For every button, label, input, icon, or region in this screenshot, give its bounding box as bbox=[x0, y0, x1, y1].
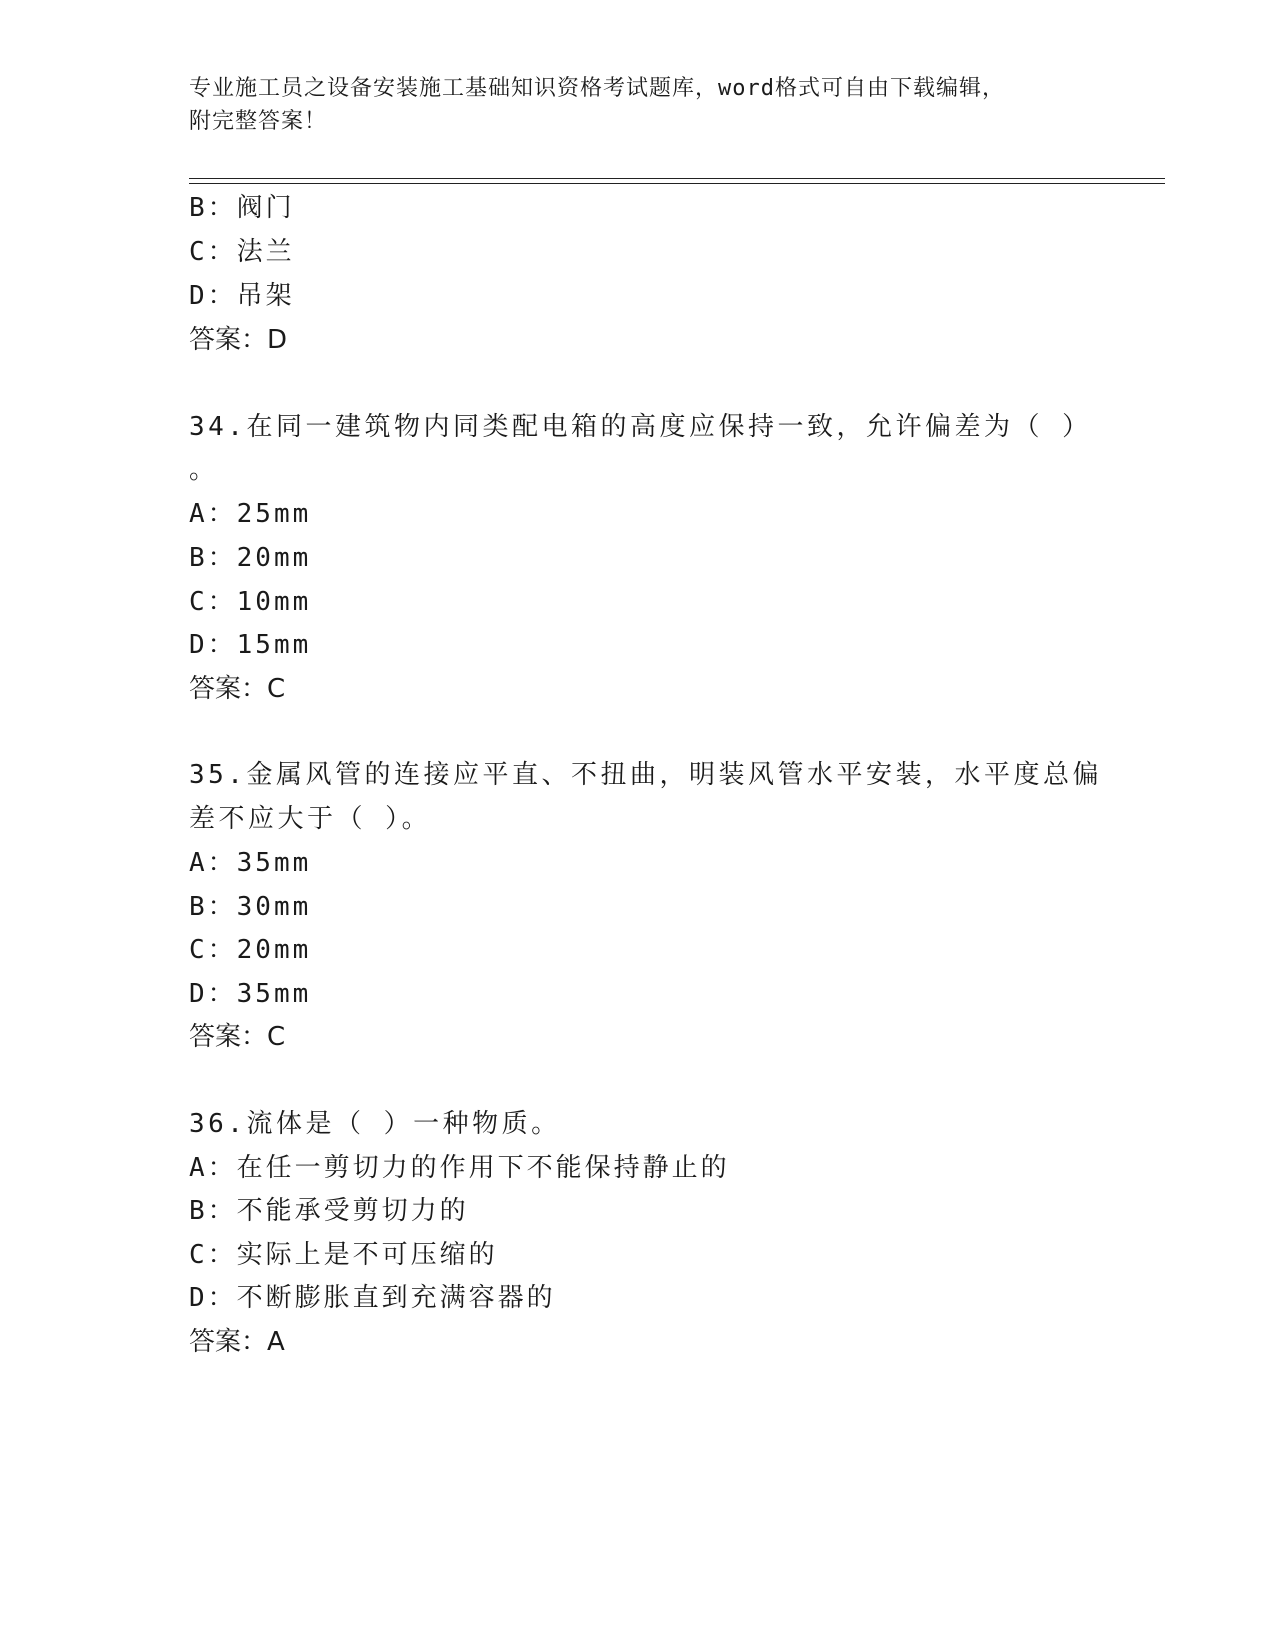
header-divider-top bbox=[189, 178, 1165, 179]
header-line-2: 附完整答案！ bbox=[189, 109, 328, 134]
q36-option-b: B：不能承受剪切力的 bbox=[189, 1196, 469, 1226]
q33-option-b: B：阀门 bbox=[189, 193, 295, 223]
q34-answer: 答案：C bbox=[189, 674, 286, 704]
q35-option-b: B：30mm bbox=[189, 892, 312, 922]
q36-answer: 答案：A bbox=[189, 1327, 285, 1357]
q35-option-d: D：35mm bbox=[189, 979, 312, 1009]
header-line-1: 专业施工员之设备安装施工基础知识资格考试题库，word格式可自由下载编辑， bbox=[189, 76, 1005, 101]
q36-question-line-1: 36.流体是（ ）一种物质。 bbox=[189, 1109, 561, 1139]
q34-option-d: D：15mm bbox=[189, 630, 312, 660]
q35-question-line-1: 35.金属风管的连接应平直、不扭曲，明装风管水平安装，水平度总偏 bbox=[189, 760, 1102, 790]
q34-question-line-2: 。 bbox=[189, 455, 219, 485]
q34-option-a: A：25mm bbox=[189, 499, 312, 529]
q33-option-d: D：吊架 bbox=[189, 281, 295, 311]
q34-option-b: B：20mm bbox=[189, 543, 312, 573]
q36-option-a: A：在任一剪切力的作用下不能保持静止的 bbox=[189, 1153, 730, 1183]
q35-answer: 答案：C bbox=[189, 1022, 286, 1052]
q35-option-c: C：20mm bbox=[189, 935, 312, 965]
q35-option-a: A：35mm bbox=[189, 848, 312, 878]
document-header bbox=[189, 72, 1069, 138]
q35-question-line-2: 差不应大于（ ）。 bbox=[189, 804, 432, 834]
q33-option-c: C：法兰 bbox=[189, 237, 295, 267]
q34-question-line-1: 34.在同一建筑物内同类配电箱的高度应保持一致，允许偏差为（ ） bbox=[189, 412, 1092, 442]
header-divider-bottom bbox=[189, 183, 1165, 184]
q33-answer: 答案：D bbox=[189, 325, 288, 355]
q34-option-c: C：10mm bbox=[189, 587, 312, 617]
q36-option-c: C：实际上是不可压缩的 bbox=[189, 1240, 498, 1270]
q36-option-d: D：不断膨胀直到充满容器的 bbox=[189, 1283, 556, 1313]
